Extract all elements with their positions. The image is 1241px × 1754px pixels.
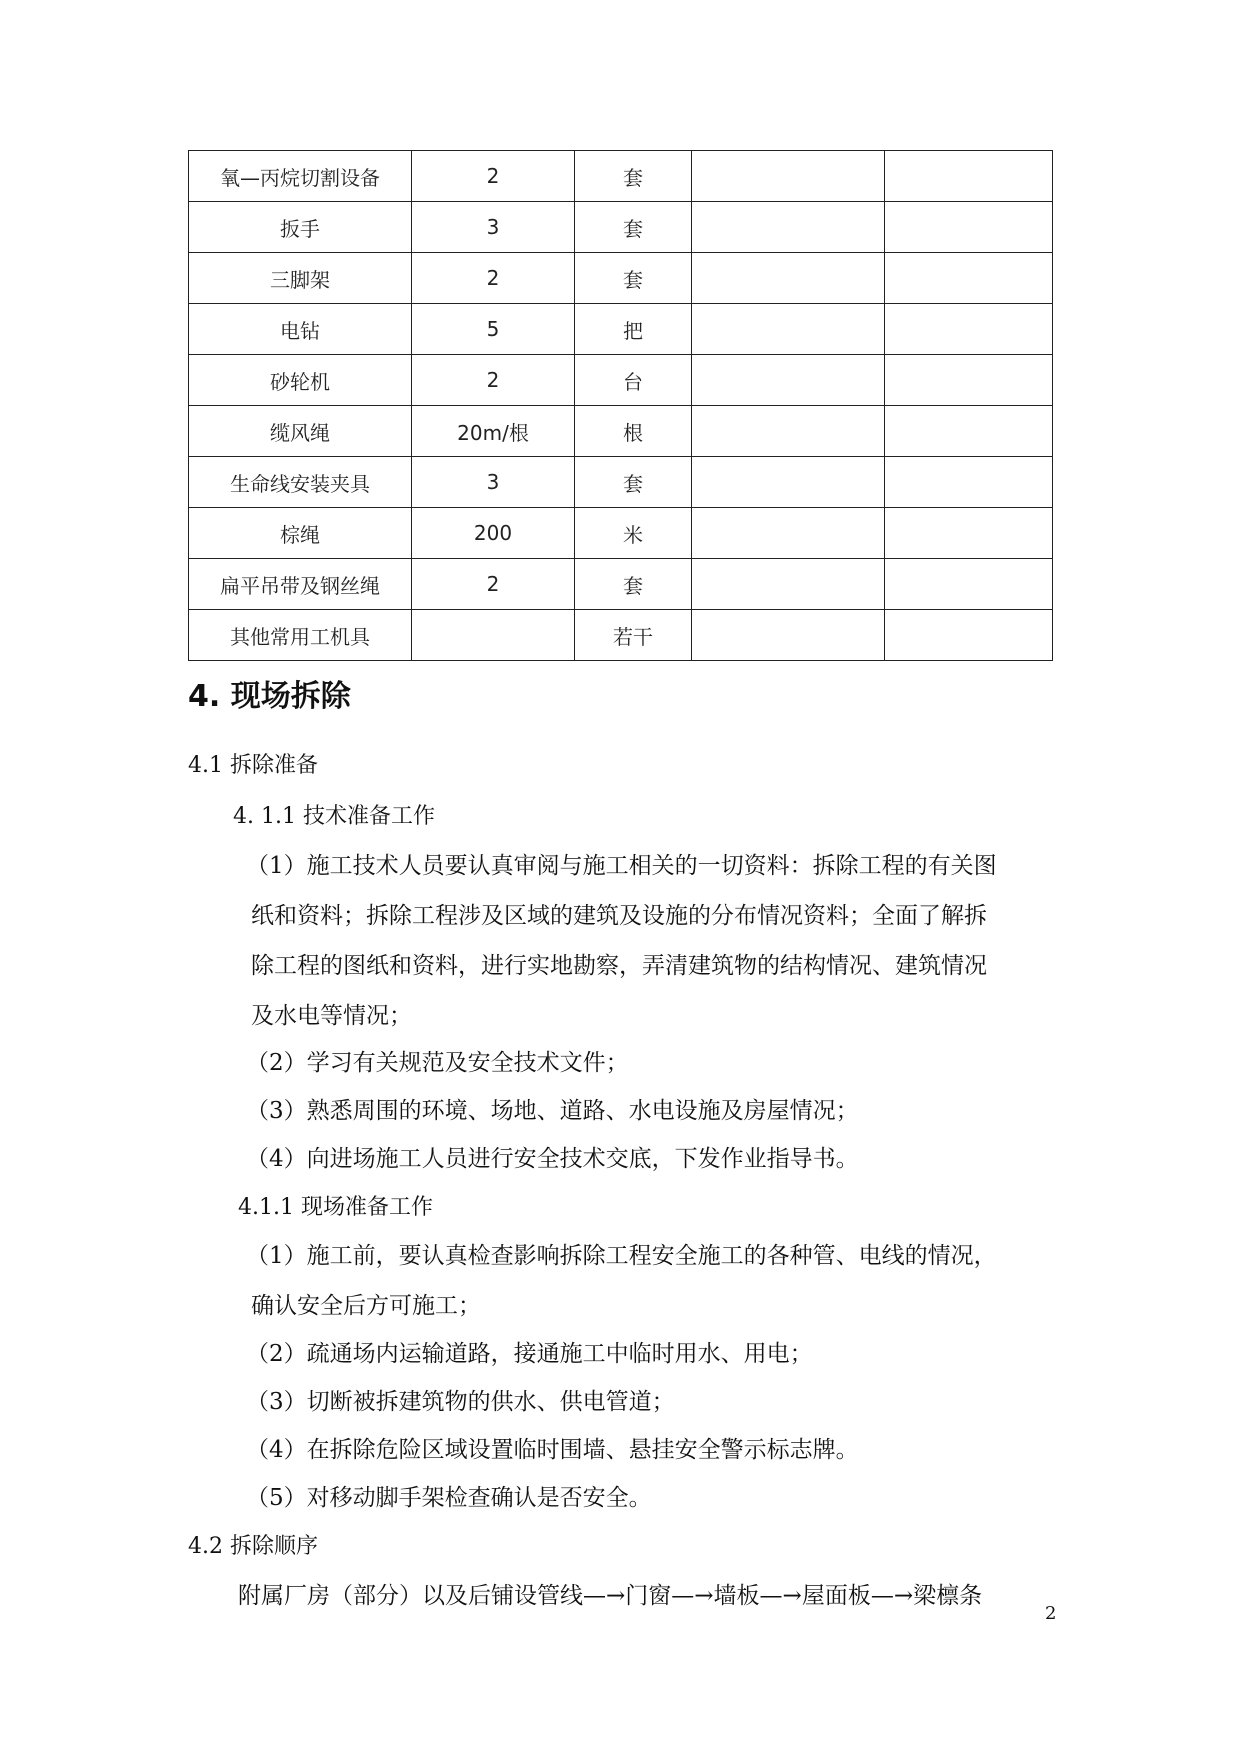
table-cell-quantity: 2 bbox=[412, 151, 575, 202]
table-cell-equipment: 扁平吊带及钢丝绳 bbox=[189, 559, 412, 610]
table-cell-empty bbox=[885, 253, 1053, 304]
table-cell-empty bbox=[885, 559, 1053, 610]
table-cell-empty bbox=[692, 202, 885, 253]
table-row bbox=[189, 559, 1053, 610]
table-cell-unit: 米 bbox=[575, 508, 692, 559]
table-cell-empty bbox=[692, 304, 885, 355]
table-cell-empty bbox=[885, 355, 1053, 406]
table-cell-empty bbox=[885, 508, 1053, 559]
table-cell-equipment: 三脚架 bbox=[189, 253, 412, 304]
table-cell-unit: 台 bbox=[575, 355, 692, 406]
table-row bbox=[189, 508, 1053, 559]
table-cell-equipment: 其他常用工机具 bbox=[189, 610, 412, 661]
table-cell-empty bbox=[885, 610, 1053, 661]
paragraph-line: 附属厂房（部分）以及后铺设管线—→门窗—→墙板—→屋面板—→梁檩条 bbox=[238, 1583, 983, 1609]
table-row bbox=[189, 406, 1053, 457]
table-cell-unit: 套 bbox=[575, 253, 692, 304]
table-cell-equipment: 棕绳 bbox=[189, 508, 412, 559]
paragraph-line: （1）施工技术人员要认真审阅与施工相关的一切资料：拆除工程的有关图 bbox=[246, 853, 997, 879]
table-cell-equipment: 砂轮机 bbox=[189, 355, 412, 406]
table-cell-equipment: 扳手 bbox=[189, 202, 412, 253]
table-row bbox=[189, 304, 1053, 355]
table-cell-equipment: 缆风绳 bbox=[189, 406, 412, 457]
list-item: （3）切断被拆建筑物的供水、供电管道； bbox=[246, 1389, 675, 1415]
table-cell-quantity: 2 bbox=[412, 559, 575, 610]
table-cell-unit: 套 bbox=[575, 202, 692, 253]
subsection-heading: 4.1 拆除准备 bbox=[188, 753, 318, 778]
table-cell-quantity: 20m/根 bbox=[412, 406, 575, 457]
paragraph-line: 除工程的图纸和资料，进行实地勘察，弄清建筑物的结构情况、建筑情况 bbox=[251, 953, 987, 979]
table-cell-quantity: 2 bbox=[412, 355, 575, 406]
table-cell-quantity bbox=[412, 610, 575, 661]
table-cell-unit: 若干 bbox=[575, 610, 692, 661]
table-cell-empty bbox=[885, 406, 1053, 457]
table-cell-unit: 套 bbox=[575, 151, 692, 202]
list-item: （4）在拆除危险区域设置临时围墙、悬挂安全警示标志牌。 bbox=[246, 1437, 859, 1463]
table-cell-quantity: 2 bbox=[412, 253, 575, 304]
table-row bbox=[189, 202, 1053, 253]
table-cell-empty bbox=[692, 610, 885, 661]
table-cell-empty bbox=[692, 406, 885, 457]
table-cell-empty bbox=[692, 355, 885, 406]
table-cell-quantity: 3 bbox=[412, 202, 575, 253]
table-row bbox=[189, 253, 1053, 304]
list-item: （2）学习有关规范及安全技术文件； bbox=[246, 1050, 629, 1076]
subsubsection-heading: 4. 1.1 技术准备工作 bbox=[233, 804, 435, 829]
list-item: （3）熟悉周围的环境、场地、道路、水电设施及房屋情况； bbox=[246, 1098, 859, 1124]
table-row bbox=[189, 151, 1053, 202]
table-cell-equipment: 氧—丙烷切割设备 bbox=[189, 151, 412, 202]
table-row bbox=[189, 457, 1053, 508]
table-cell-quantity: 200 bbox=[412, 508, 575, 559]
table-cell-empty bbox=[692, 559, 885, 610]
table-cell-unit: 根 bbox=[575, 406, 692, 457]
page-number: 2 bbox=[1045, 1603, 1057, 1624]
list-item: （4）向进场施工人员进行安全技术交底，下发作业指导书。 bbox=[246, 1146, 859, 1172]
table-cell-empty bbox=[692, 508, 885, 559]
table-cell-unit: 套 bbox=[575, 457, 692, 508]
subsection-heading: 4.2 拆除顺序 bbox=[188, 1534, 318, 1559]
table-row bbox=[189, 355, 1053, 406]
section-heading: 4. 现场拆除 bbox=[188, 679, 351, 714]
subsubsection-heading: 4.1.1 现场准备工作 bbox=[238, 1195, 433, 1220]
table-cell-quantity: 3 bbox=[412, 457, 575, 508]
list-item: （2）疏通场内运输道路，接通施工中临时用水、用电； bbox=[246, 1341, 813, 1367]
paragraph-line: 纸和资料；拆除工程涉及区域的建筑及设施的分布情况资料；全面了解拆 bbox=[251, 903, 987, 929]
table-cell-equipment: 生命线安装夹具 bbox=[189, 457, 412, 508]
equipment-table bbox=[188, 150, 1053, 661]
table-cell-unit: 把 bbox=[575, 304, 692, 355]
table-cell-empty bbox=[885, 457, 1053, 508]
paragraph-line: 及水电等情况； bbox=[251, 1003, 412, 1029]
table-cell-empty bbox=[692, 253, 885, 304]
table-cell-empty bbox=[885, 304, 1053, 355]
list-item: （5）对移动脚手架检查确认是否安全。 bbox=[246, 1485, 652, 1511]
table-cell-empty bbox=[885, 202, 1053, 253]
table-cell-empty bbox=[885, 151, 1053, 202]
table-cell-empty bbox=[692, 457, 885, 508]
table-cell-unit: 套 bbox=[575, 559, 692, 610]
table-cell-equipment: 电钻 bbox=[189, 304, 412, 355]
paragraph-line: 确认安全后方可施工； bbox=[251, 1293, 481, 1319]
table-row bbox=[189, 610, 1053, 661]
paragraph-line: （1）施工前，要认真检查影响拆除工程安全施工的各种管、电线的情况， bbox=[246, 1243, 997, 1269]
table-cell-quantity: 5 bbox=[412, 304, 575, 355]
table-cell-empty bbox=[692, 151, 885, 202]
